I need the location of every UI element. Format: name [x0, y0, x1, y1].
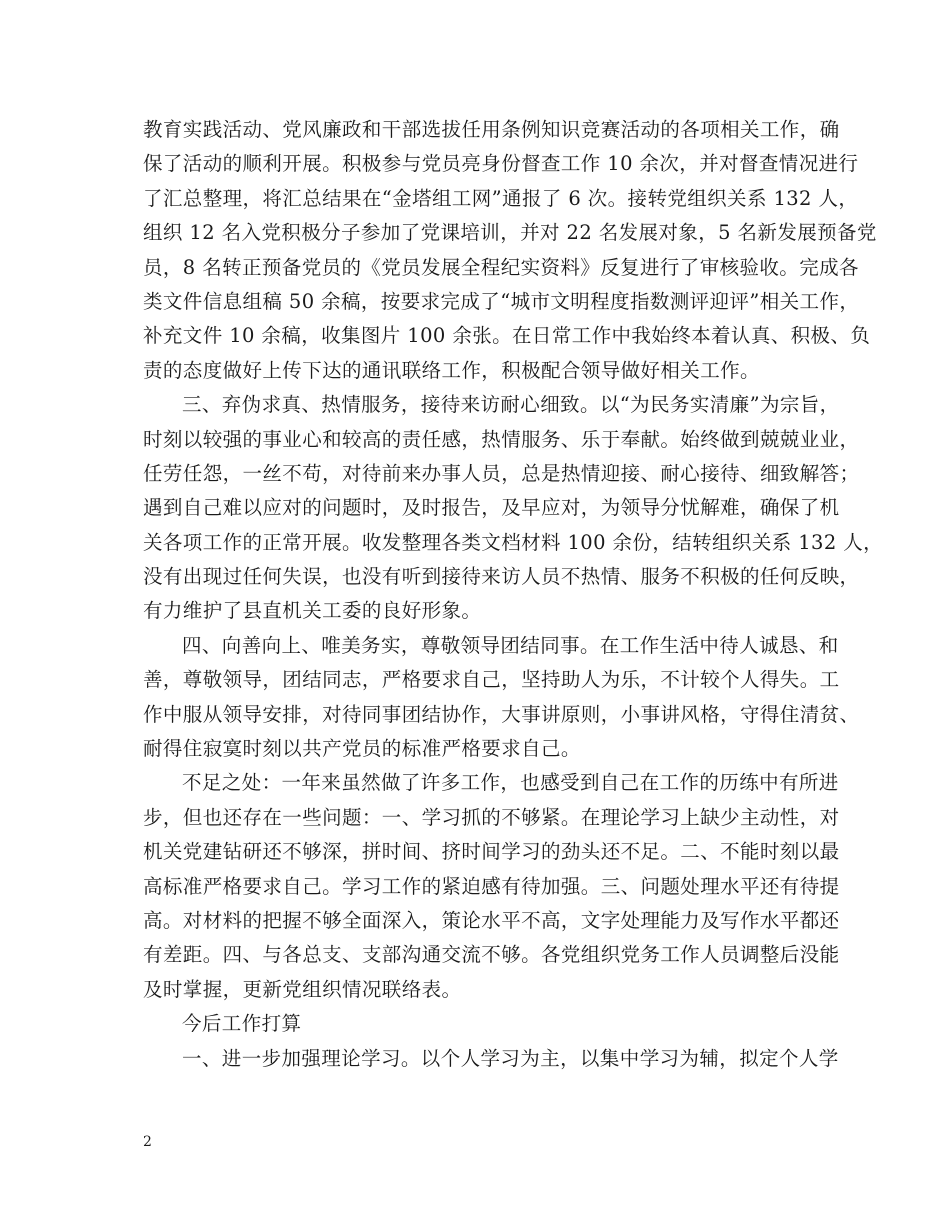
- paragraph-6-line: 一、进一步加强理论学习。以个人学习为主，以集中学习为辅，拟定个人学: [182, 1046, 839, 1070]
- section-heading: [143, 1007, 825, 1041]
- paragraph-2-line: 时刻以较强的事业心和较高的责任感，热情服务、乐于奉献。始终做到兢兢业业，: [143, 427, 860, 451]
- paragraph-4-line: 不足之处：一年来虽然做了许多工作，也感受到自己在工作的历练中有所进: [182, 771, 839, 795]
- paragraph-1-line: 组织 12 名入党积极分子参加了党课培训，并对 22 名发展对象，5 名新发展预备党: [143, 221, 877, 245]
- paragraph-6: [143, 1042, 839, 1076]
- paragraph-2: [143, 388, 884, 629]
- paragraph-3-line: 四、向善向上、唯美务实，尊敬领导团结同事。在工作生活中待人诚恳、和: [182, 633, 839, 657]
- paragraph-1-line: 员，8 名转正预备党员的《党员发展全程纪实资料》反复进行了审核验收。完成各: [143, 255, 859, 279]
- paragraph-3-line: 作中服从领导安排，对待同事团结协作，大事讲原则，小事讲风格，守得住清贫、: [143, 702, 860, 726]
- section-heading-line: 今后工作打算: [182, 1012, 302, 1036]
- paragraph-4-line: 机关党建钻研还不够深，拼时间、挤时间学习的劲头还不足。二、不能时刻以最: [143, 840, 840, 864]
- paragraph-2-line: 没有出现过任何失误，也没有听到接待来访人员不热情、服务不积极的任何反映，: [143, 565, 860, 589]
- paragraph-1-line: 责的态度做好上传下达的通讯联络工作，积极配合领导做好相关工作。: [143, 358, 760, 382]
- paragraph-1-line: 类文件信息组稿 50 余稿，按要求完成了“城市文明程度指数测评迎评”相关工作，: [143, 289, 860, 313]
- paragraph-4-line: 步，但也还存在一些问题：一、学习抓的不够紧。在理论学习上缺少主动性，对: [143, 805, 840, 829]
- paragraph-2-line: 遇到自己难以应对的问题时，及时报告，及早应对，为领导分忧解难，确保了机: [143, 496, 840, 520]
- paragraph-3: [143, 629, 860, 767]
- paragraph-4: [143, 766, 840, 1007]
- paragraph-3-line: 善，尊敬领导，团结同志，严格要求自己，坚持助人为乐，不计较个人得失。工: [143, 668, 840, 692]
- document-body: [143, 113, 884, 1076]
- paragraph-4-line: 高标准严格要求自己。学习工作的紧迫感有待加强。三、问题处理水平还有待提: [143, 874, 840, 898]
- paragraph-2-line: 有力维护了县直机关工委的良好形象。: [143, 599, 482, 623]
- paragraph-4-line: 有差距。四、与各总支、支部沟通交流不够。各党组织党务工作人员调整后没能: [143, 943, 840, 967]
- paragraph-1-line: 了汇总整理，将汇总结果在“金塔组工网”通报了 6 次。接转党组织关系 132 人，: [143, 186, 859, 210]
- paragraph-2-line: 关各项工作的正常开展。收发整理各类文档材料 100 余份，结转组织关系 132 人，: [143, 530, 884, 554]
- paragraph-4-line: 及时掌握，更新党组织情况联络表。: [143, 977, 462, 1001]
- paragraph-1: [143, 113, 877, 388]
- paragraph-3-line: 耐得住寂寞时刻以共产党员的标准严格要求自己。: [143, 737, 581, 761]
- paragraph-2-line: 任劳任怨，一丝不苟，对待前来办事人员，总是热情迎接、耐心接待、细致解答；: [143, 461, 860, 485]
- paragraph-2-line: 三、弃伪求真、热情服务，接待来访耐心细致。以“为民务实清廉”为宗旨，: [182, 393, 840, 417]
- paragraph-1-line: 保了活动的顺利开展。积极参与党员亮身份督查工作 10 余次，并对督查情况进行: [143, 152, 859, 176]
- page-number: 2: [143, 1134, 152, 1150]
- paragraph-1-line: 教育实践活动、党风廉政和干部选拔任用条例知识竞赛活动的各项相关工作，确: [143, 118, 840, 141]
- paragraph-4-line: 高。对材料的把握不够全面深入，策论水平不高，文字处理能力及写作水平都还: [143, 908, 840, 932]
- paragraph-1-line: 补充文件 10 余稿，收集图片 100 余张。在日常工作中我始终本着认真、积极、负: [143, 324, 871, 348]
